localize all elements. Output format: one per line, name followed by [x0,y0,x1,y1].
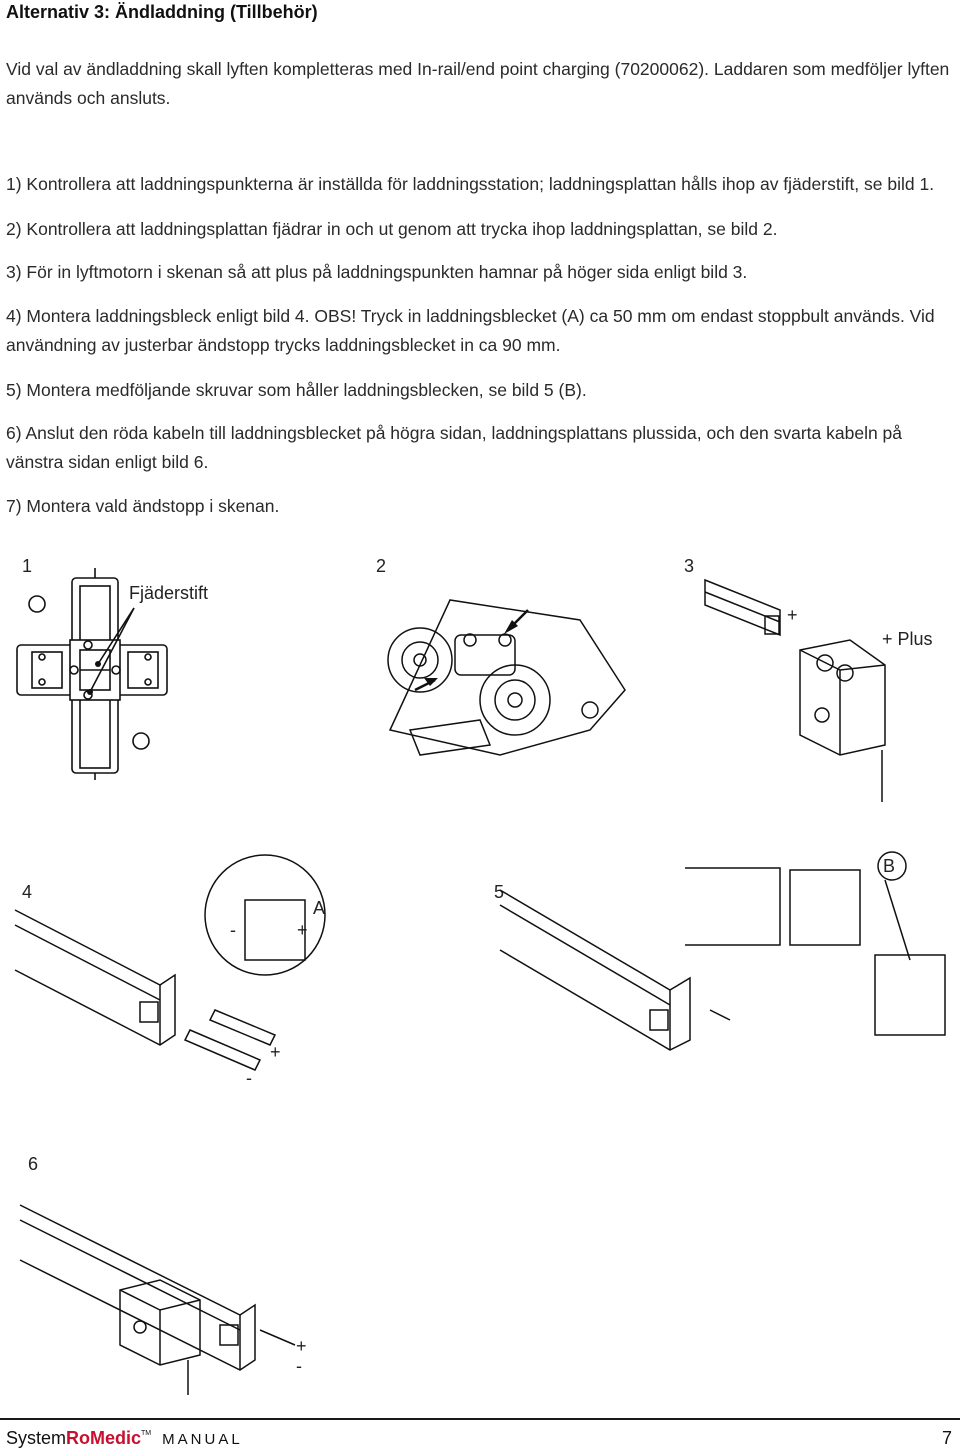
figure-4-strip-minus: - [246,1068,252,1088]
figure-3-number: 3 [684,556,695,576]
figure-3-lift-motor-drawing [700,570,900,805]
figure-6-plus-sign: + [296,1336,307,1356]
step-3: 3) För in lyftmotorn i skenan så att plus på laddningspunkten hamnar på höger sida enligt bild 3. [6,262,748,282]
figure-2-number: 2 [376,556,387,576]
step-4: 4) Montera laddningsbleck enligt bild 4. OBS! Tryck in laddningsblecket (A) ca 50 mm om endast stoppbult används. Vid användning av justerbar ändstopp trycks laddningsblecket in ca 90 mm. [6,306,935,355]
figure-1-label-fjaderstift: Fjäderstift [129,583,209,603]
figure-4-number: 4 [22,882,33,902]
footer-brand [6,1428,243,1449]
intro-paragraph: Vid val av ändladdning skall lyften kompletteras med In-rail/end point charging (70200062). Laddaren som medföljer lyften används och ansluts. [6,59,950,108]
step-5: 5) Montera medföljande skruvar som håller laddningsblecken, se bild 5 (B). [6,380,587,400]
figure-1-number: 1 [22,556,33,576]
page-number: 7 [941,1428,952,1448]
figure-4-plus-sign: + [297,920,308,940]
figure-4-rail-drawing [10,880,340,1080]
figure-6-number: 6 [28,1154,39,1174]
figure-1-charging-plate-drawing [10,560,210,780]
figure-4-strip-plus: + [270,1042,281,1062]
page-heading: Alternativ 3: Ändladdning (Tillbehör) [6,2,318,22]
figure-5-number: 5 [494,882,505,902]
figure-5-label-b: B [883,856,896,876]
figure-3-plus-sign: + [787,605,798,625]
footer-manual-label: MANUAL [162,1431,243,1448]
figure-5-rail-drawing [480,850,950,1060]
step-1: 1) Kontrollera att laddningspunkterna är inställda för laddningsstation; laddningsplattan hålls ihop av fjäderstift, se bild 1. [6,174,935,194]
figure-3-plus-label: + Plus [882,629,933,649]
figure-4-minus-sign: - [230,920,236,940]
brand-romedic: RoMedic [66,1428,142,1448]
footer-divider [0,1418,960,1420]
figure-4-label-a: A [313,898,326,918]
step-7: 7) Montera vald ändstopp i skenan. [6,496,280,516]
step-2: 2) Kontrollera att laddningsplattan fjädrar in och ut genom att trycka ihop laddningsplattan, se bild 2. [6,219,778,239]
figure-6-rail-with-motor-drawing [10,1195,310,1400]
brand-trademark: TM [141,1430,152,1437]
figure-6-minus-sign: - [296,1356,302,1376]
step-6: 6) Anslut den röda kabeln till laddningsblecket på högra sidan, laddningsplattans plussida, och den svarta kabeln på vänstra sidan enligt bild 6. [6,423,903,472]
brand-system: System [6,1428,67,1448]
figure-2-charging-plate-drawing [380,580,630,770]
